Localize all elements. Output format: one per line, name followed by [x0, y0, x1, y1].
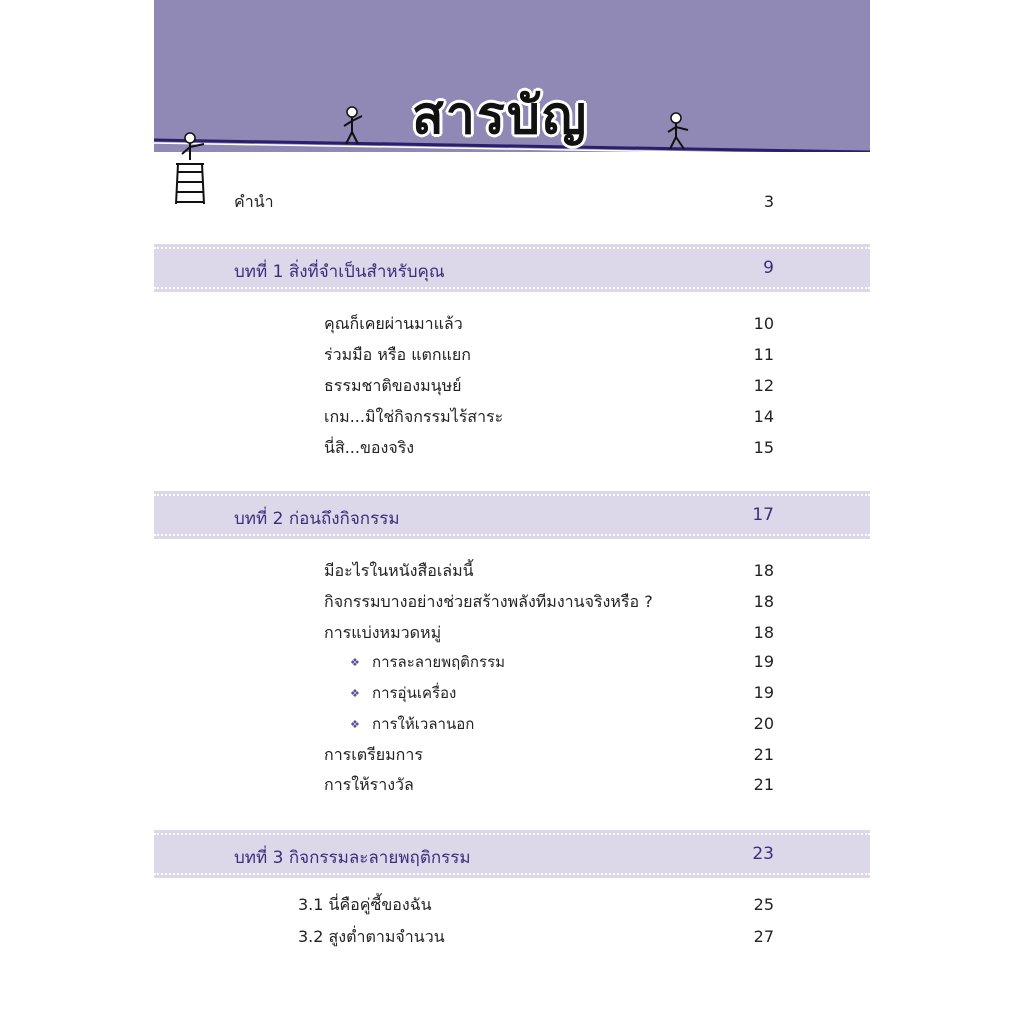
diamond-bullet-icon: ❖: [350, 718, 360, 731]
dotted-divider: [154, 534, 870, 536]
toc-subentry[interactable]: การละลายพฤติกรรม: [372, 653, 506, 671]
person-illustration: [340, 106, 370, 148]
chapter-header-3[interactable]: [154, 830, 870, 878]
toc-page-number: 20: [753, 714, 774, 733]
chapter-page-number: 23: [752, 844, 774, 864]
toc-page-number: 19: [753, 683, 774, 702]
toc-page-number: 12: [753, 376, 774, 395]
toc-page-number: 10: [753, 314, 774, 333]
toc-entry[interactable]: นี่สิ...ของจริง: [324, 438, 415, 457]
page-title: สารบัญ: [412, 86, 589, 146]
chapter-header-2[interactable]: [154, 491, 870, 539]
toc-page-number: 19: [753, 652, 774, 671]
chapter-page-number: 9: [763, 258, 774, 278]
toc-entry[interactable]: ธรรมชาติของมนุษย์: [324, 376, 462, 395]
toc-entry[interactable]: คุณก็เคยผ่านมาแล้ว: [324, 314, 463, 333]
toc-page-number: 21: [753, 745, 774, 764]
toc-entry[interactable]: กิจกรรมบางอย่างช่วยสร้างพลังทีมงานจริงหรือ ?: [324, 592, 653, 611]
toc-page-number: 21: [753, 775, 774, 794]
dotted-divider: [154, 873, 870, 875]
dotted-divider: [154, 247, 870, 249]
dotted-divider: [154, 494, 870, 496]
ladder-person-illustration: [172, 130, 212, 206]
toc-entry[interactable]: 3.2 สูงต่ำตามจำนวน: [298, 927, 445, 946]
toc-page-number: 11: [753, 345, 774, 364]
toc-page-number: 18: [753, 592, 774, 611]
toc-page-number: 18: [753, 623, 774, 642]
toc-page-number: 3: [763, 192, 774, 211]
toc-entry[interactable]: การแบ่งหมวดหมู่: [324, 623, 442, 642]
toc-subentry[interactable]: การอุ่นเครื่อง: [372, 684, 457, 702]
chapter-title: บทที่ 3 กิจกรรมละลายพฤติกรรม: [234, 848, 471, 868]
toc-page-number: 18: [753, 561, 774, 580]
dotted-divider: [154, 287, 870, 289]
toc-entry[interactable]: การเตรียมการ: [324, 745, 423, 764]
toc-page-number: 25: [753, 895, 774, 914]
toc-subentry[interactable]: การให้เวลานอก: [372, 715, 475, 733]
diamond-bullet-icon: ❖: [350, 687, 360, 700]
toc-entry[interactable]: ร่วมมือ หรือ แตกแยก: [324, 345, 471, 364]
toc-page-number: 14: [753, 407, 774, 426]
header-banner: [154, 0, 870, 152]
toc-entry[interactable]: เกม...มิใช่กิจกรรมไร้สาระ: [324, 407, 504, 426]
toc-entry[interactable]: การให้รางวัล: [324, 775, 414, 794]
diamond-bullet-icon: ❖: [350, 656, 360, 669]
toc-entry-intro[interactable]: คำนำ: [234, 192, 274, 211]
chapter-page-number: 17: [752, 505, 774, 525]
chapter-title: บทที่ 1 สิ่งที่จำเป็นสำหรับคุณ: [234, 262, 445, 282]
toc-entry[interactable]: 3.1 นี่คือคู่ซี้ของฉัน: [298, 895, 432, 914]
toc-page: [154, 0, 870, 1024]
toc-entry[interactable]: มีอะไรในหนังสือเล่มนี้: [324, 561, 474, 580]
toc-page-number: 27: [753, 927, 774, 946]
toc-page-number: 15: [753, 438, 774, 457]
chapter-header-1[interactable]: [154, 244, 870, 292]
chapter-title: บทที่ 2 ก่อนถึงกิจกรรม: [234, 509, 400, 529]
person-illustration: [662, 112, 696, 152]
dotted-divider: [154, 833, 870, 835]
